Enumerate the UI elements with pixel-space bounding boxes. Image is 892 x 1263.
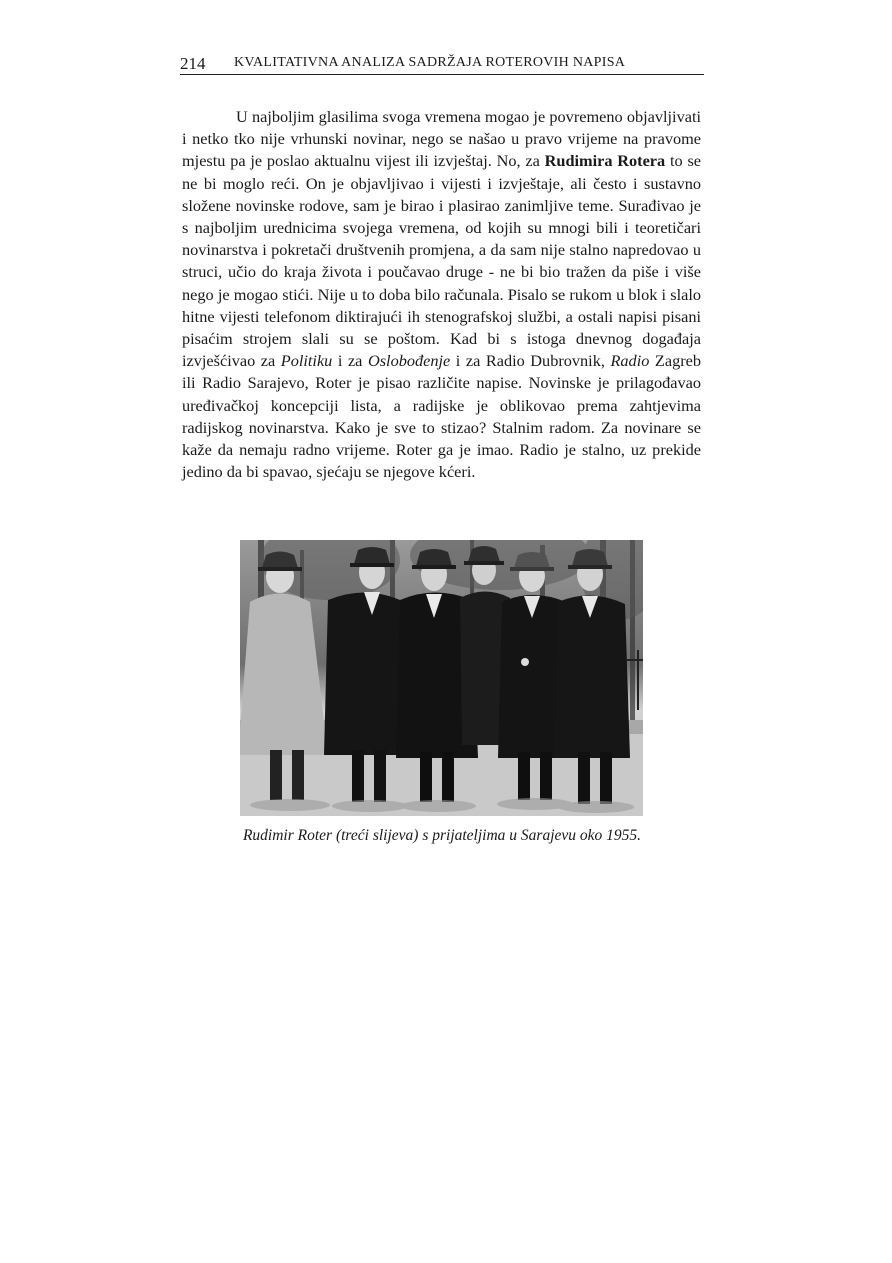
body-paragraph: [182, 106, 701, 483]
running-header: [180, 53, 704, 75]
italic-newspaper: Politiku: [280, 351, 333, 371]
group-photo: [240, 540, 643, 816]
text-run: Zagreb ili Radio Sarajevo, Roter je pisao različite napise. Novinske je prilagođavao uređivačkoj koncepciji lista, a radijske je oblikovao prema zahtjevima radijskog novinarstva. Kako je sve to stizao? Stalnim radom. Za novinare se kaže da nemaju radno vrijeme. Roter ga je imao. Radio je stalno, uz prekide jedino da bi spavao, sjećaju se njegove kćeri.: [182, 351, 702, 482]
text-run: U najboljim glasilima svoga vremena mogao je povremeno objavljivati i netko tko nije vrhunski novinar, nego se našao u pravo vrijeme na pravome mjestu pa je poslao aktualnu vijest ili izvještaj. No, za: [182, 107, 701, 171]
italic-radio: Radio: [610, 351, 650, 371]
photo-illustration: [240, 540, 643, 816]
text-run: i za: [332, 351, 368, 371]
figure-caption: Rudimir Roter (treći slijeva) s prijateljima u Sarajevu oko 1955.: [242, 827, 642, 844]
text-run: to se ne bi moglo reći. On je objavljivao i vijesti i izvještaje, ali često i sustavno složene novinske rodove, sam je birao i plasirao zanimljive teme. Surađivao je s najboljim urednicima svojega vremena, od kojih su mnogi bili i teoretičari novinarstva i pokretači društvenih promjena, a da sam nije stalno napredovao u struci, učio do kraja života i poučavao druge - ne bi bio tražen da piše i više nego je mogao stići. Nije u to doba bilo računala. Pisalo se rukom u blok i slalo hitne vijesti telefonom diktirajući ih stenografskoj službi, a ostali napisi pisani pisaćim strojem slali su se poštom. Kad bi s istoga dnevnog događaja izvješćivao za: [182, 151, 702, 371]
page-number: 214: [180, 54, 206, 73]
text-run: i za Radio Dubrovnik,: [450, 351, 611, 371]
italic-newspaper: Oslobođenje: [367, 351, 451, 371]
running-title: KVALITATIVNA ANALIZA SADRŽAJA ROTEROVIH NAPISA: [234, 55, 626, 70]
bold-name: Rudimira Rotera: [544, 151, 666, 171]
